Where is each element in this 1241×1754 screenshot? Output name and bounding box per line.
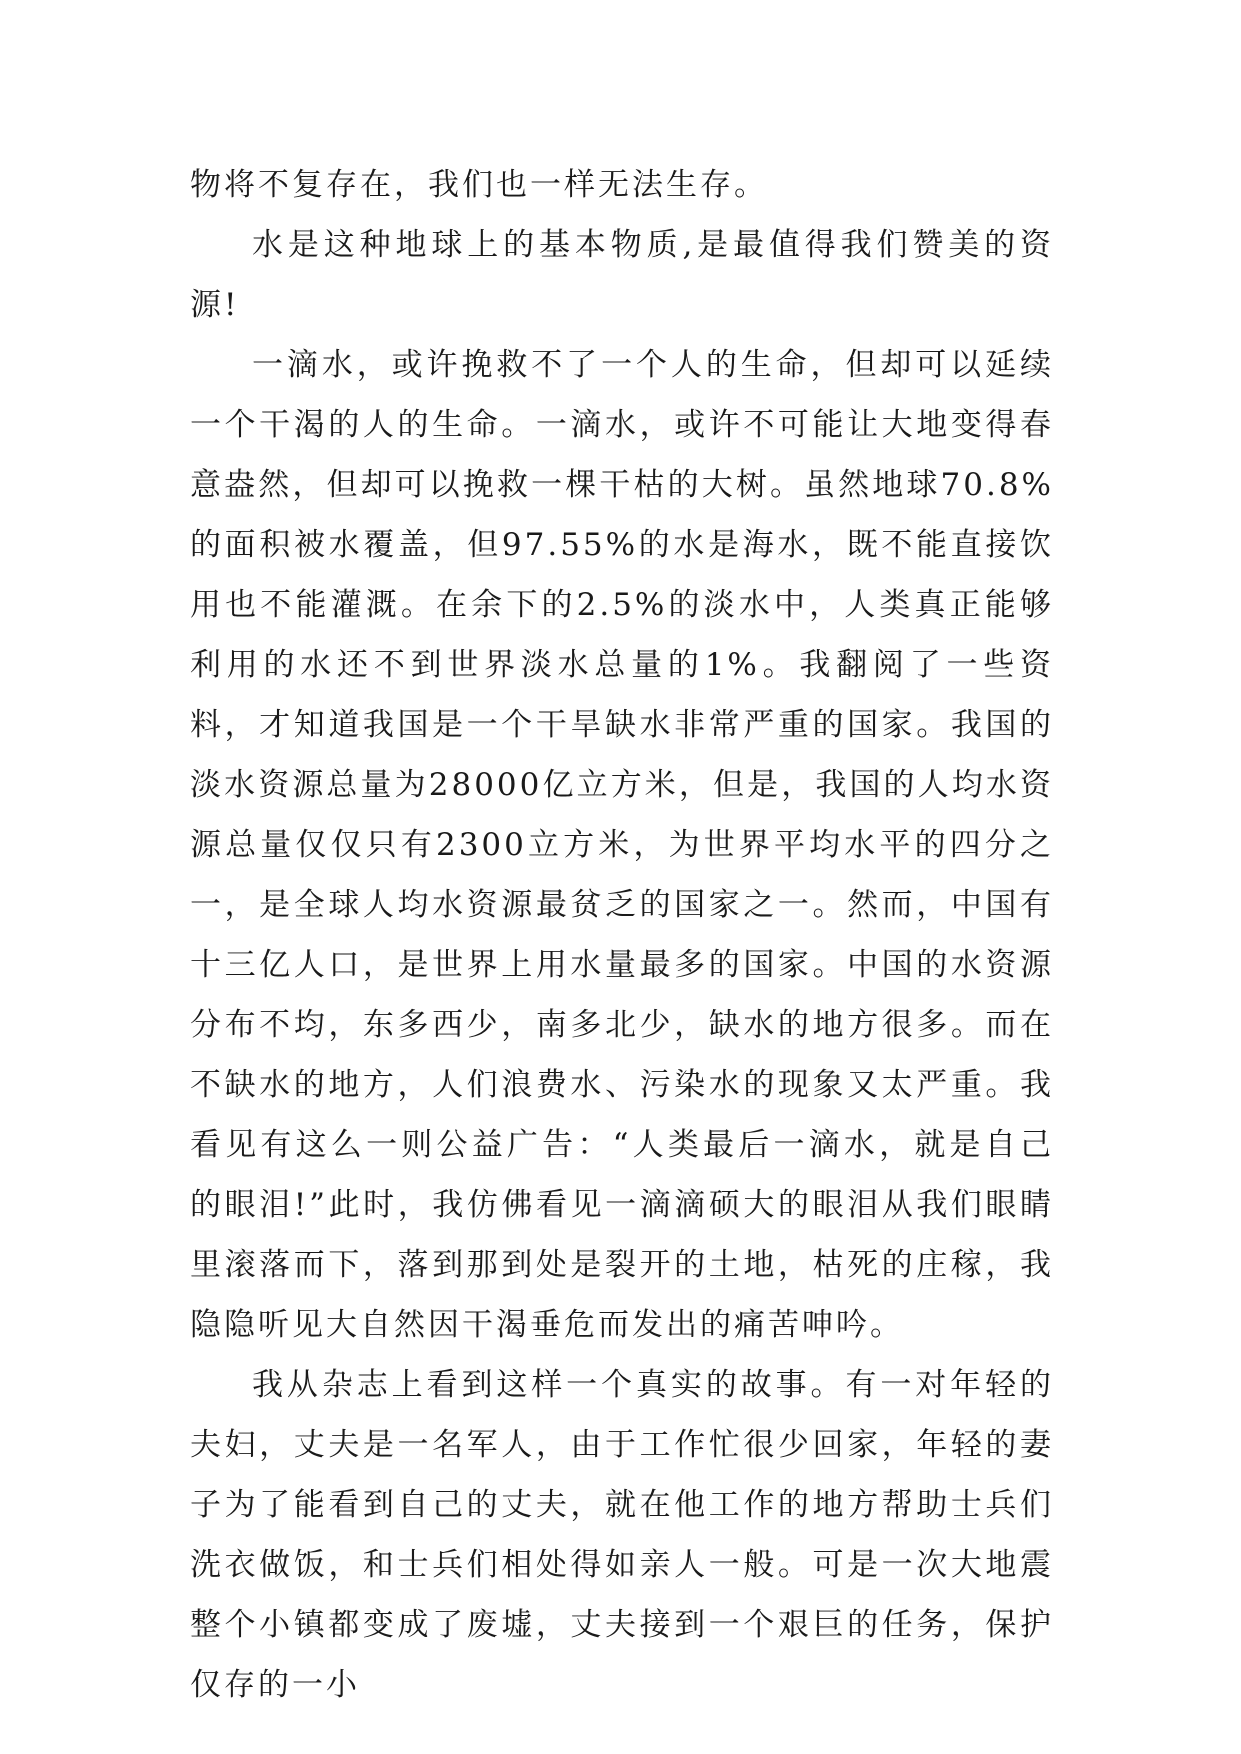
paragraph-2: 水是这种地球上的基本物质,是最值得我们赞美的资源!	[190, 227, 1054, 323]
paragraph-4: 我从杂志上看到这样一个真实的故事。有一对年轻的夫妇，丈夫是一名军人，由于工作忙很少回家，年轻的妻子为了能看到自己的丈夫，就在他工作的地方帮助士兵们洗衣做饭，和士兵们相处得如亲人一般。可是一次大地震整个小镇都变成了废墟，丈夫接到一个艰巨的任务，保护仅存的一小	[190, 1367, 1054, 1703]
paragraph-1: 物将不复存在，我们也一样无法生存。	[190, 167, 768, 203]
document-page	[190, 155, 1054, 1715]
paragraph-3: 一滴水，或许挽救不了一个人的生命，但却可以延续一个干渴的人的生命。一滴水，或许不可能让大地变得春意盎然，但却可以挽救一棵干枯的大树。虽然地球70.8%的面积被水覆盖，但97.55%的水是海水，既不能直接饮用也不能灌溉。在余下的2.5%的淡水中，人类真正能够利用的水还不到世界淡水总量的1%。我翻阅了一些资料，才知道我国是一个干旱缺水非常严重的国家。我国的淡水资源总量为28000亿立方米，但是，我国的人均水资源总量仅仅只有2300立方米，为世界平均水平的四分之一，是全球人均水资源最贫乏的国家之一。然而，中国有十三亿人口，是世界上用水量最多的国家。中国的水资源分布不均，东多西少，南多北少，缺水的地方很多。而在不缺水的地方，人们浪费水、污染水的现象又太严重。我看见有这么一则公益广告：“人类最后一滴水，就是自己的眼泪!”此时，我仿佛看见一滴滴硕大的眼泪从我们眼睛里滚落而下，落到那到处是裂开的土地，枯死的庄稼，我隐隐听见大自然因干渴垂危而发出的痛苦呻吟。	[190, 347, 1054, 1343]
